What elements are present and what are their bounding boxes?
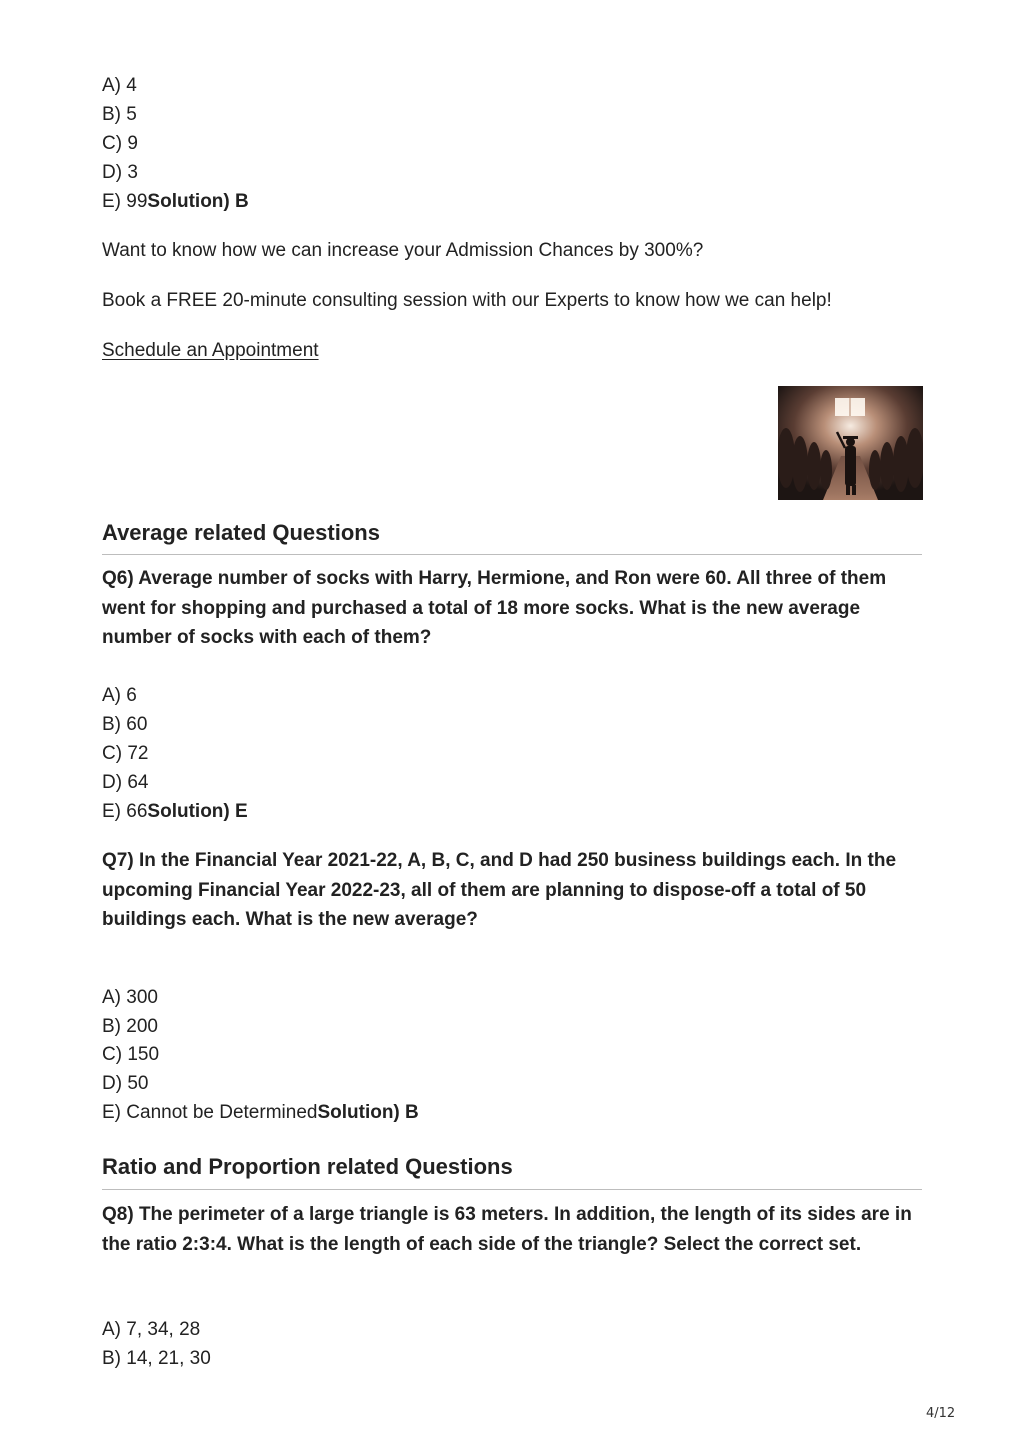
q6-solution: Solution) E xyxy=(147,801,248,822)
q6-option-d: D) 64 xyxy=(102,772,149,793)
q7-option-e-text: E) Cannot be Determined xyxy=(102,1102,318,1123)
q5-option-e-text: E) 99 xyxy=(102,191,148,212)
graduation-photo xyxy=(778,386,923,500)
page-number: 4/12 xyxy=(926,1406,956,1421)
promo-link-row xyxy=(102,339,319,363)
section-divider xyxy=(102,554,922,555)
q5-option-c: C) 9 xyxy=(102,133,138,154)
q6-option-e xyxy=(102,800,248,824)
q6-option-e-text: E) 66 xyxy=(102,801,148,822)
q7-option-d: D) 50 xyxy=(102,1073,149,1094)
q8-option-a: A) 7, 34, 28 xyxy=(102,1319,201,1340)
q6-question: Q6) Average number of socks with Harry, Hermione, and Ron were 60. All three of them went for shopping and purchased a total of 18 more socks. What is the new average number of socks with each of them? xyxy=(102,568,887,648)
q7-option-e xyxy=(102,1101,419,1125)
q6-option-b: B) 60 xyxy=(102,714,148,735)
q8-question: Q8) The perimeter of a large triangle is 63 meters. In addition, the length of its sides are in the ratio 2:3:4. What is the length of each side of the triangle? Select the correct set. xyxy=(102,1204,912,1255)
q7-option-a: A) 300 xyxy=(102,987,158,1008)
q6-option-c: C) 72 xyxy=(102,743,149,764)
q7-solution: Solution) B xyxy=(317,1102,419,1123)
q7-option-c: C) 150 xyxy=(102,1044,160,1065)
q7-option-b: B) 200 xyxy=(102,1016,158,1037)
section-heading-average: Average related Questions xyxy=(102,520,380,545)
q5-option-b: B) 5 xyxy=(102,104,137,125)
q5-option-d: D) 3 xyxy=(102,162,138,183)
q8-option-b: B) 14, 21, 30 xyxy=(102,1348,211,1369)
section-heading-ratio: Ratio and Proportion related Questions xyxy=(102,1154,513,1179)
section-divider xyxy=(102,1189,922,1190)
q5-solution: Solution) B xyxy=(147,191,249,212)
promo-line-2: Book a FREE 20-minute consulting session with our Experts to know how we can help! xyxy=(102,290,832,311)
schedule-appointment-link[interactable]: Schedule an Appointment xyxy=(102,340,319,361)
promo-line-1: Want to know how we can increase your Admission Chances by 300%? xyxy=(102,240,704,261)
q5-option-e xyxy=(102,190,249,214)
q6-option-a: A) 6 xyxy=(102,685,137,706)
q7-question: Q7) In the Financial Year 2021-22, A, B, C, and D had 250 business buildings each. In the upcoming Financial Year 2022-23, all of them are planning to dispose-off a total of 50 buildings each. What is the new average? xyxy=(102,850,897,930)
q5-option-a: A) 4 xyxy=(102,75,137,96)
